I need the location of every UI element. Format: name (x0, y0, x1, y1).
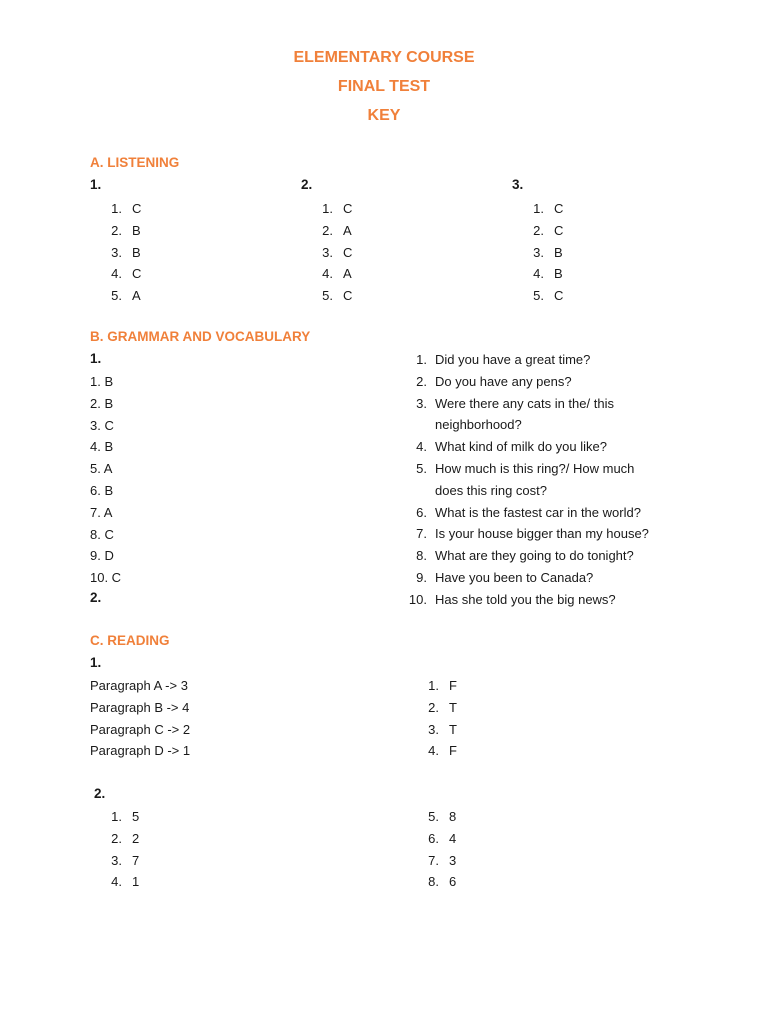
list-item: 5. A (111, 288, 141, 304)
title-line-3: KEY (367, 107, 401, 124)
list-item: 4. 1 (111, 874, 140, 890)
list-item: 5. C (533, 288, 564, 304)
list-item: 1. B (90, 374, 114, 389)
reading-true-false-list (417, 675, 457, 762)
list-item: 8. C (90, 526, 114, 542)
reading-order-list-left (100, 806, 139, 893)
list-item: 2. Do you have any pens? (416, 373, 572, 389)
title-line-2: FINAL TEST (337, 78, 431, 95)
list-item: Paragraph A -> 3 (90, 678, 188, 693)
list-item: 3. Were there any cats in the/ this neighborhood? (416, 395, 614, 433)
section-grammar-heading: B. GRAMMAR AND VOCABULARY (90, 329, 311, 344)
section-reading-heading: C. READING (90, 633, 170, 648)
list-item: 6. What is the fastest car in the world? (416, 504, 641, 520)
list-item: 4. B (90, 439, 114, 455)
list-item: 6. B (90, 482, 114, 498)
list-item: 4. B (533, 266, 563, 282)
list-item: 3. B (533, 244, 563, 260)
listening-part-2-label: 2. (301, 177, 313, 192)
list-item: 8. What are they going to do tonight? (416, 548, 634, 564)
listening-part-1-list (100, 198, 141, 307)
section-listening-heading: A. LISTENING (90, 155, 180, 170)
list-item: 2. B (90, 395, 114, 411)
listening-part-1-label: 1. (90, 177, 102, 192)
list-item: 9. D (90, 548, 114, 564)
list-item: 2. 2 (111, 830, 140, 846)
list-item: 2. T (428, 699, 457, 715)
reading-order-list-right (417, 806, 456, 893)
listening-part-3-list (522, 198, 563, 307)
list-item: 5. 8 (428, 809, 457, 824)
list-item: 7. Is your house bigger than my house? (416, 526, 649, 542)
list-item: 2. A (322, 222, 352, 238)
grammar-part-1-label: 1. (90, 351, 102, 366)
grammar-question-list (408, 349, 665, 611)
list-item: 10. Has she told you the big news? (408, 591, 616, 607)
list-item: 1. C (533, 201, 564, 216)
list-item: 1. F (428, 678, 457, 693)
list-item: 8. 6 (428, 874, 457, 890)
listening-part-2-list (311, 198, 352, 307)
list-item: 1. Did you have a great time? (416, 352, 591, 367)
list-item: 1. C (111, 201, 142, 216)
reading-part-1-label: 1. (90, 655, 102, 670)
list-item: 3. C (90, 417, 114, 433)
list-item: 5. A (90, 461, 113, 477)
list-item: Paragraph B -> 4 (90, 699, 190, 715)
list-item: 3. 7 (111, 852, 140, 868)
list-item: 7. A (90, 504, 113, 520)
list-item: 4. What kind of milk do you like? (416, 439, 607, 455)
grammar-part-1-list (90, 371, 121, 589)
list-item: 4. A (322, 266, 352, 282)
list-item: 2. B (111, 222, 141, 238)
list-item: 3. B (111, 244, 141, 260)
list-item: 10. C (90, 570, 122, 586)
reading-paragraph-list (90, 675, 190, 762)
list-item: Paragraph D -> 1 (90, 743, 191, 759)
list-item: 2. C (533, 222, 564, 238)
list-item: 1. 5 (111, 809, 140, 824)
listening-part-3-label: 3. (512, 177, 524, 192)
list-item: 9. Have you been to Canada? (416, 569, 594, 585)
grammar-part-2-label: 2. (90, 590, 102, 605)
reading-part-2-label: 2. (94, 786, 106, 801)
list-item: 4. C (111, 266, 142, 282)
list-item: 5. How much is this ring?/ How much does this ring cost? (416, 460, 635, 498)
list-item: 4. F (428, 743, 457, 759)
list-item: 3. T (428, 721, 457, 737)
title-line-1: ELEMENTARY COURSE (293, 49, 475, 66)
list-item: 6. 4 (428, 830, 457, 846)
list-item: Paragraph C -> 2 (90, 721, 191, 737)
list-item: 5. C (322, 288, 353, 304)
list-item: 3. C (322, 244, 353, 260)
list-item: 1. C (322, 201, 353, 216)
list-item: 7. 3 (428, 852, 457, 868)
